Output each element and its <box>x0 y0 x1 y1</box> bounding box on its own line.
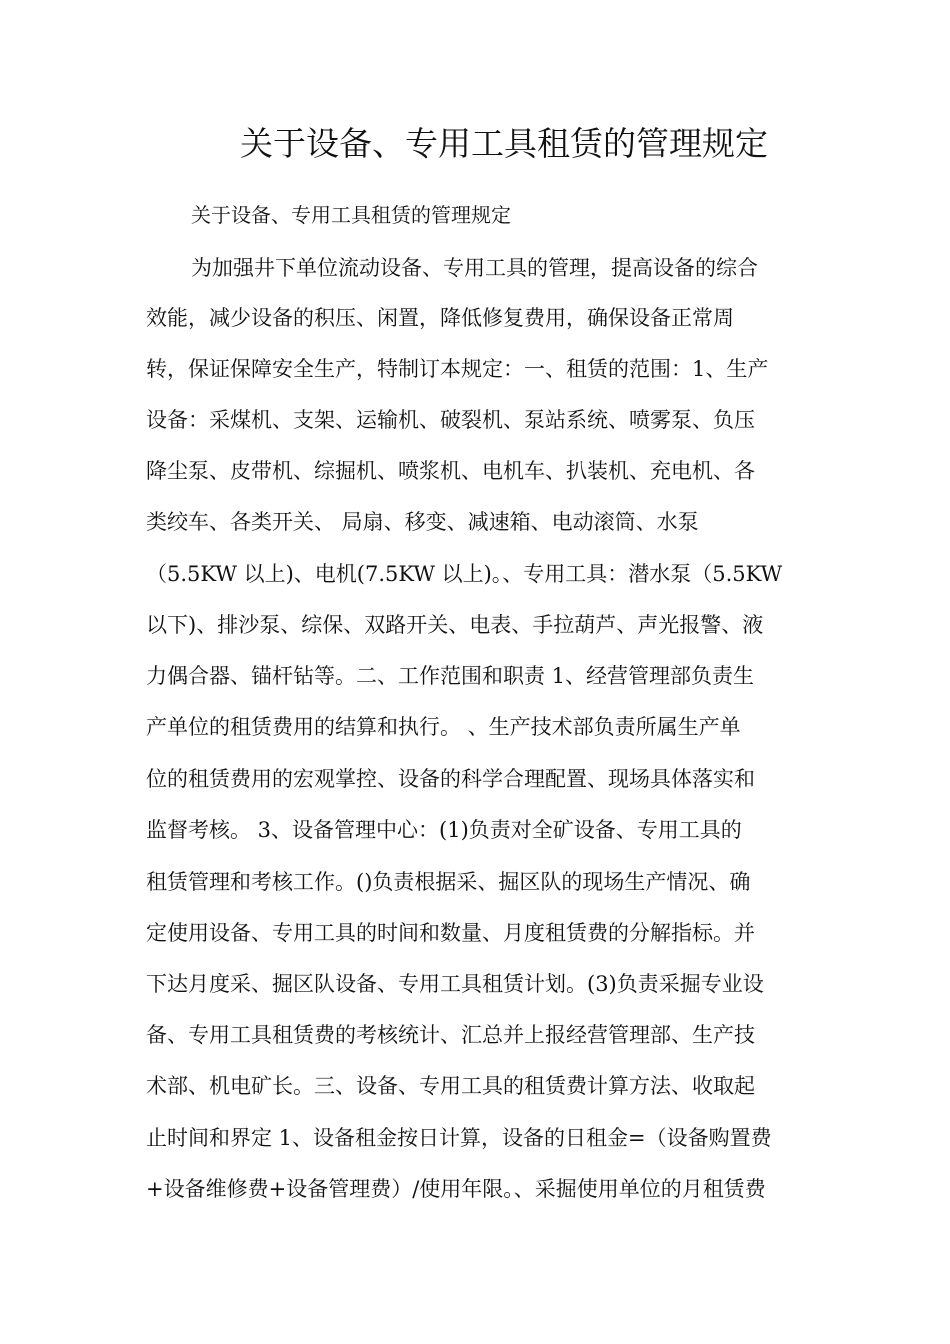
body-line: 力偶合器、锚杆钻等。二、工作范围和职责 1、经营管理部负责生 <box>146 664 755 688</box>
body-line: 降尘泵、皮带机、综掘机、喷浆机、电机车、扒装机、充电机、各 <box>146 459 755 483</box>
body-line: （5.5KW 以上)、电机(7.5KW 以上)。、专用工具：潜水泵（5.5KW <box>146 562 783 586</box>
body-line: 以下)、排沙泵、综保、双路开关、电表、手拉葫芦、声光报警、液 <box>146 613 764 637</box>
body-line: 定使用设备、专用工具的时间和数量、月度租赁费的分解指标。并 <box>146 921 755 945</box>
document-subtitle: 关于设备、专用工具租赁的管理规定 <box>191 203 511 227</box>
body-line: 备、专用工具租赁费的考核统计、汇总并上报经营管理部、生产技 <box>146 1023 755 1047</box>
body-line: 位的租赁费用的宏观掌控、设备的科学合理配置、现场具体落实和 <box>146 767 755 791</box>
document-title: 关于设备、专用工具租赁的管理规定 <box>240 124 768 163</box>
body-line: 监督考核。 3、设备管理中心：(1)负责对全矿设备、专用工具的 <box>146 818 742 842</box>
body-line: 术部、机电矿长。三、设备、专用工具的租赁费计算方法、收取起 <box>146 1074 755 1098</box>
body-line: 租赁管理和考核工作。()负责根据采、掘区队的现场生产情况、确 <box>146 870 751 894</box>
body-line: 产单位的租赁费用的结算和执行。 、生产技术部负责所属生产单 <box>146 715 741 739</box>
body-line: 转，保证保障安全生产，特制订本规定：一、租赁的范围：1、生产 <box>146 357 769 381</box>
body-line: 为加强井下单位流动设备、专用工具的管理，提高设备的综合 <box>191 256 758 280</box>
body-line: +设备维修费+设备管理费）/使用年限。、采掘使用单位的月租赁费 <box>146 1177 766 1201</box>
body-line: 类绞车、各类开关、 局扇、移变、减速箱、电动滚筒、水泵 <box>146 510 699 534</box>
body-line: 止时间和界定 1、设备租金按日计算，设备的日租金=（设备购置费 <box>146 1126 772 1150</box>
body-line: 设备：采煤机、支架、运输机、破裂机、泵站系统、喷雾泵、负压 <box>146 408 755 432</box>
body-line: 效能，减少设备的积压、闲置，降低修复费用，确保设备正常周 <box>146 306 734 330</box>
body-line: 下达月度采、掘区队设备、专用工具租赁计划。(3)负责采掘专业设 <box>146 972 764 996</box>
